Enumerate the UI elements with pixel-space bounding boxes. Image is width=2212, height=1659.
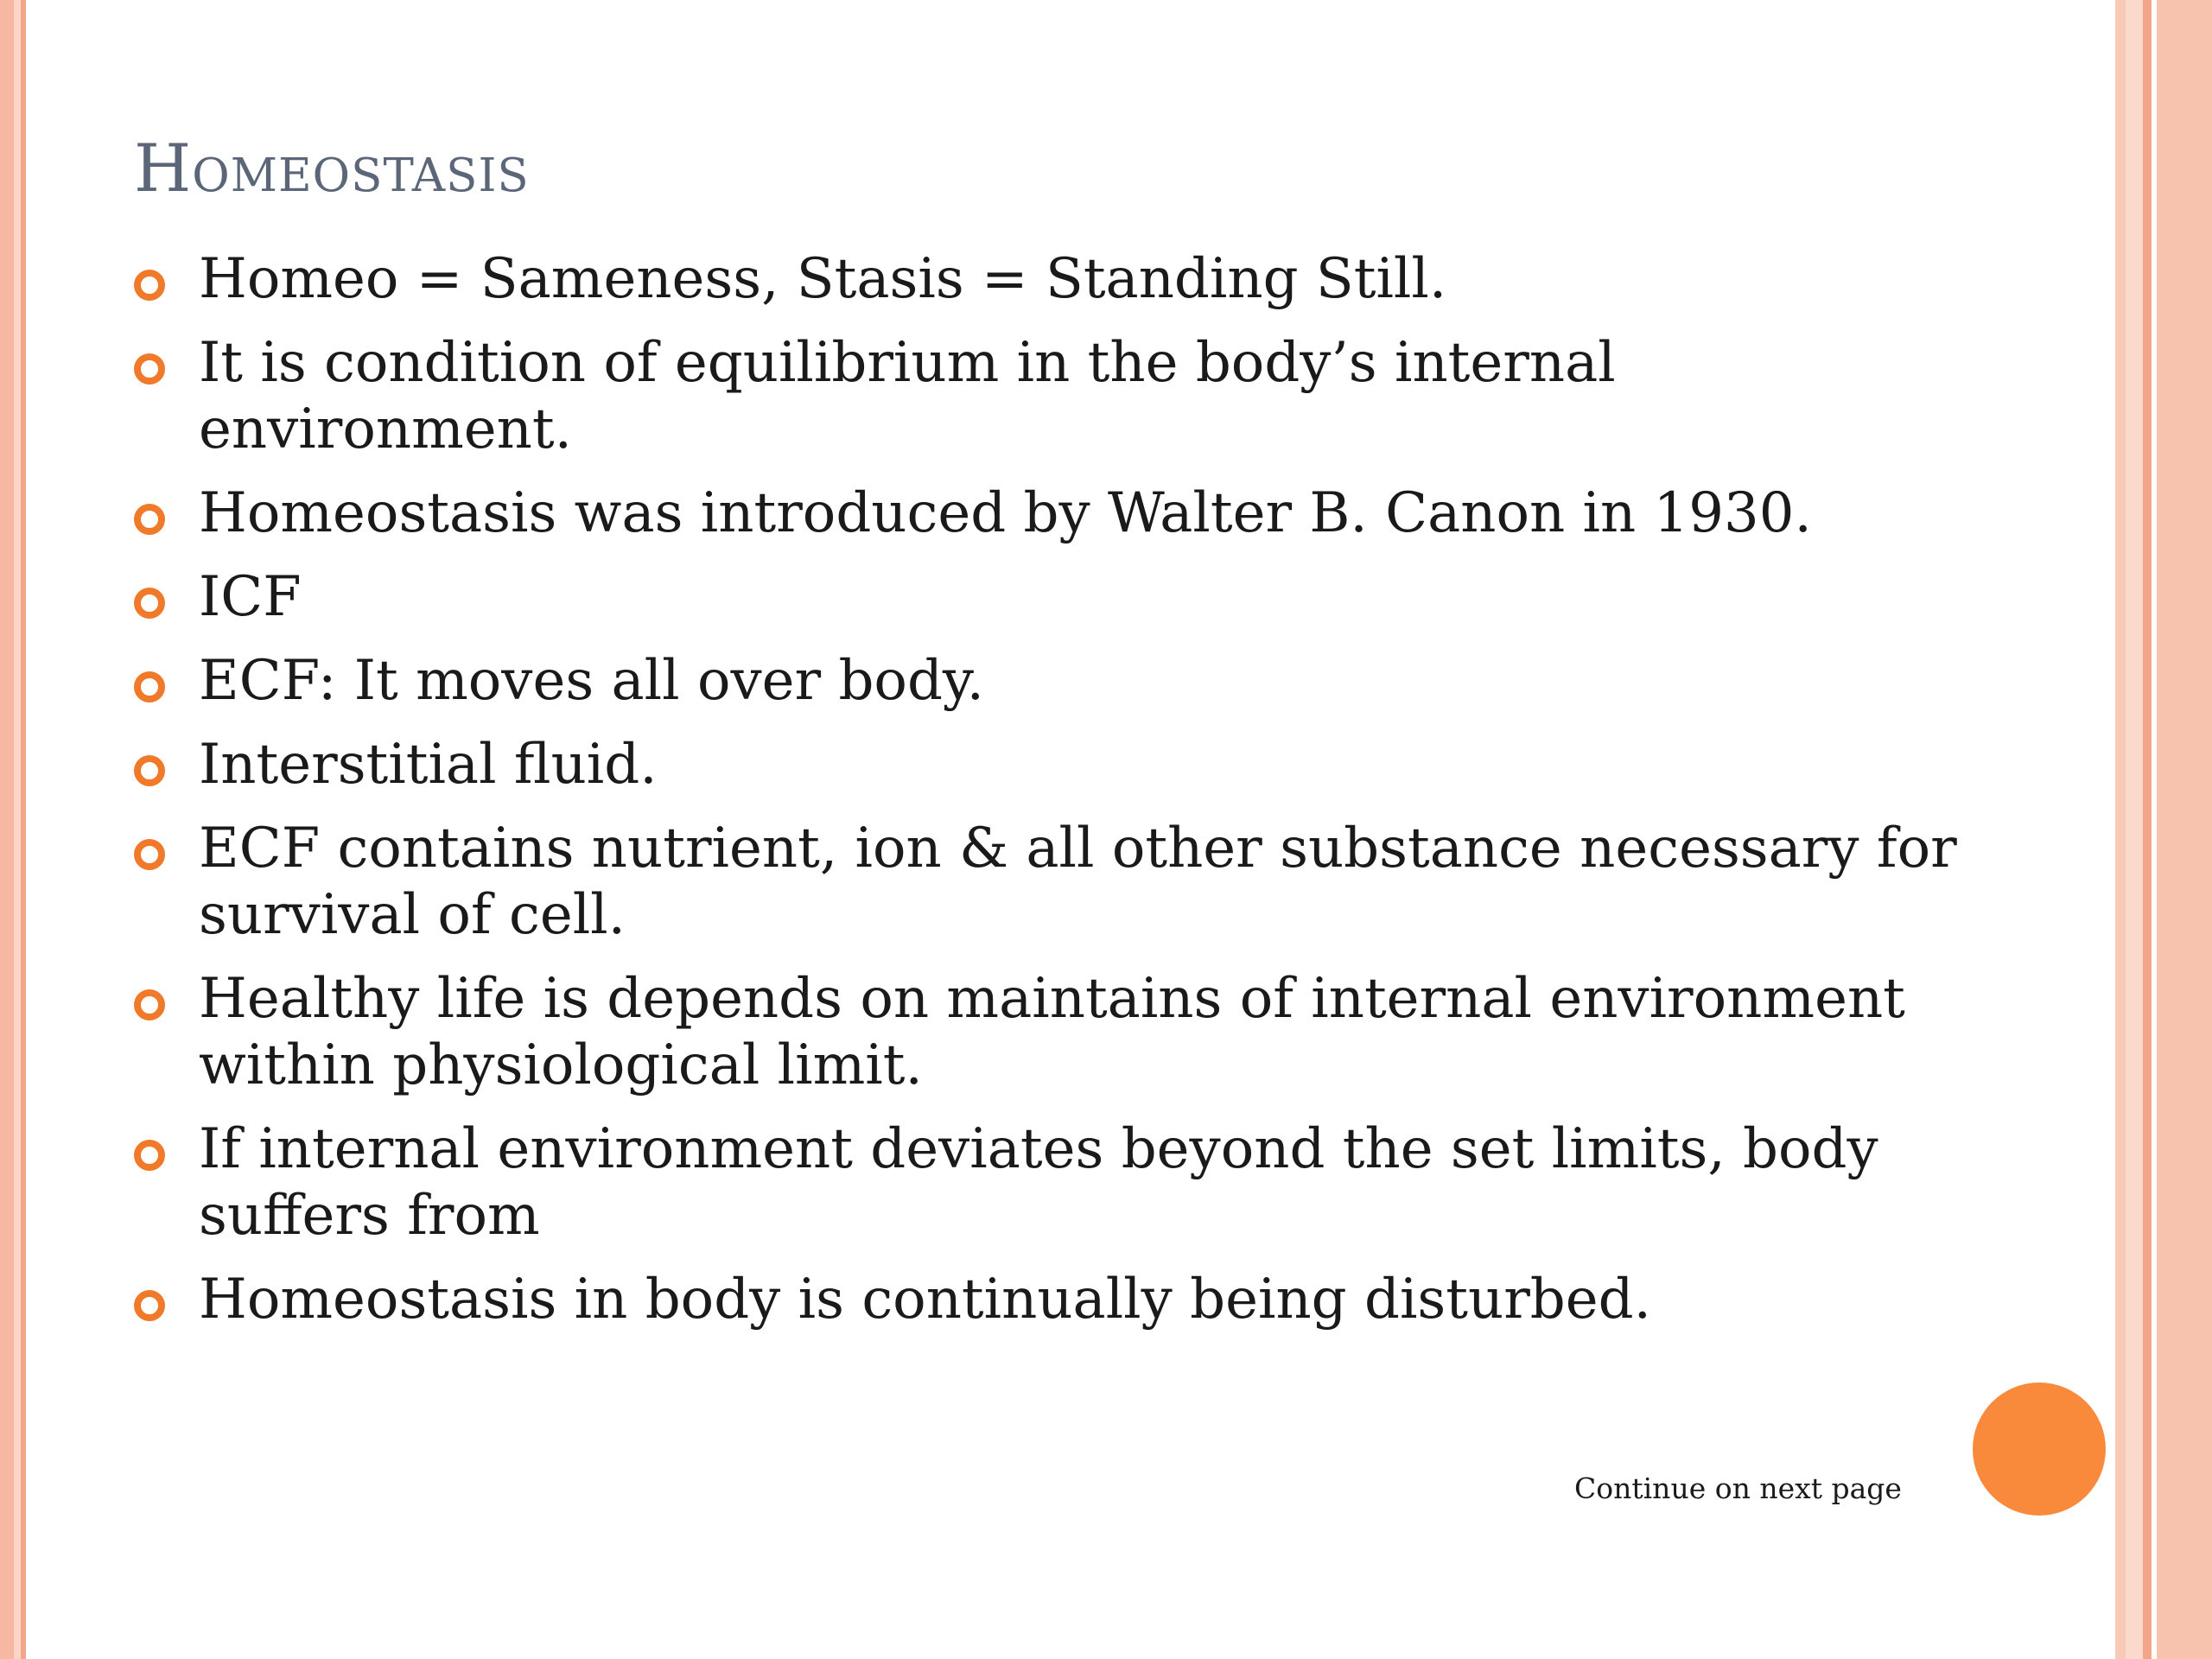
bullet-text: Healthy life is depends on maintains of internal environment within physiological limit.	[199, 967, 1905, 1097]
bullet-text: It is condition of equilibrium in the body’s internal environment.	[199, 331, 1616, 461]
bullet-item	[134, 1267, 1974, 1333]
bullet-item	[134, 330, 1974, 463]
bullet-item	[134, 246, 1974, 313]
orange-circle-decoration	[1973, 1382, 2106, 1516]
right-border-stripe	[2126, 0, 2143, 1659]
bullet-text: ECF contains nutrient, ion & all other substance necessary for survival of cell.	[199, 817, 1957, 947]
ring-bullet-icon	[134, 1140, 165, 1171]
bullet-text: Homeostasis in body is continually being disturbed.	[199, 1268, 1651, 1332]
left-border-stripe	[21, 0, 26, 1659]
bullet-list	[134, 246, 1974, 1351]
bullet-text: Interstitial fluid.	[199, 733, 658, 797]
bullet-item	[134, 732, 1974, 798]
bullet-text: Homeostasis was introduced by Walter B. Canon in 1930.	[199, 481, 1812, 545]
bullet-item	[134, 648, 1974, 715]
ring-bullet-icon	[134, 671, 165, 702]
bullet-text: ICF	[199, 565, 302, 629]
ring-bullet-icon	[134, 270, 165, 301]
bullet-item	[134, 966, 1974, 1099]
bullet-text: Homeo = Sameness, Stasis = Standing Still.	[199, 247, 1447, 311]
ring-bullet-icon	[134, 1290, 165, 1321]
ring-bullet-icon	[134, 755, 165, 786]
right-border-stripe	[2157, 0, 2212, 1659]
left-border-stripe	[14, 0, 21, 1659]
ring-bullet-icon	[134, 353, 165, 385]
bullet-item	[134, 564, 1974, 631]
ring-bullet-icon	[134, 989, 165, 1020]
left-border-stripe	[0, 0, 14, 1659]
bullet-text: If internal environment deviates beyond the set limits, body suffers from	[199, 1117, 1878, 1248]
bullet-item	[134, 480, 1974, 547]
right-border-stripe	[2115, 0, 2126, 1659]
ring-bullet-icon	[134, 504, 165, 535]
bullet-text: ECF: It moves all over body.	[199, 649, 984, 713]
ring-bullet-icon	[134, 588, 165, 619]
right-border-stripe	[2143, 0, 2152, 1659]
bullet-item	[134, 1116, 1974, 1249]
continue-note: Continue on next page	[1574, 1471, 1902, 1505]
ring-bullet-icon	[134, 839, 165, 870]
slide-title: Homeostasis	[134, 130, 530, 207]
bullet-item	[134, 816, 1974, 949]
